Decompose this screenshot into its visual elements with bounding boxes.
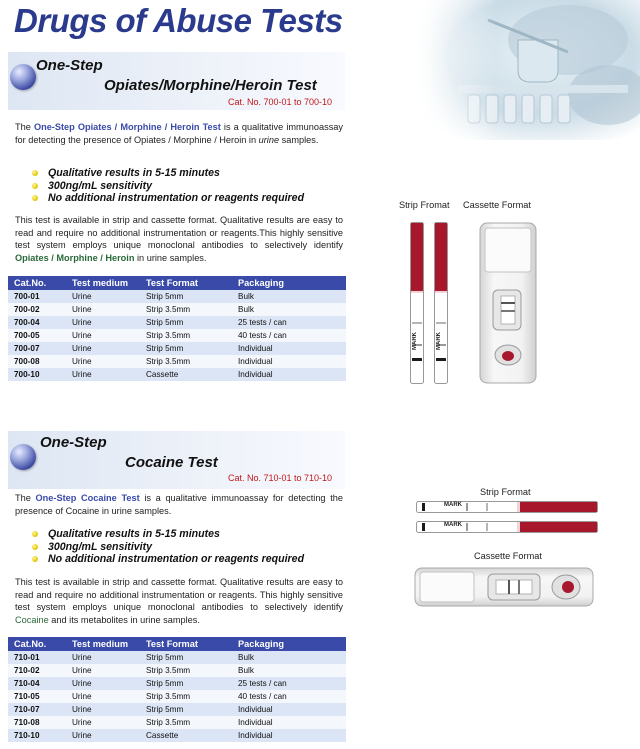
bullet-dot-icon — [32, 170, 38, 176]
opiates-strip-format-label: Strip Fromat — [399, 200, 450, 210]
table-header-row — [8, 637, 346, 651]
table-row: 710-05 Urine Strip 3.5mm 40 tests / can — [8, 690, 346, 703]
bullet-dot-icon — [32, 183, 38, 189]
section-bullet-icon — [10, 444, 36, 470]
cocaine-subtitle: One-Step — [40, 434, 107, 451]
vertical-test-strip-5mm — [410, 222, 424, 389]
table-row: 700-07 Urine Strip 5mm Individual — [8, 342, 346, 355]
table-header-row — [8, 276, 346, 290]
feature-item: No additional instrumentation or reagents required — [30, 192, 304, 205]
table-row: 700-02 Urine Strip 3.5mm Bulk — [8, 303, 346, 316]
col-cat-no: Cat.No. — [8, 276, 66, 290]
col-test-medium: Test medium — [66, 276, 140, 290]
bullet-dot-icon — [32, 556, 38, 562]
col-packaging: Packaging — [232, 276, 346, 290]
table-row: 710-08 Urine Strip 3.5mm Individual — [8, 716, 346, 729]
cocaine-cat-range: Cat. No. 710-01 to 710-10 — [228, 473, 333, 483]
opiates-info: This test is available in strip and cassette format. Qualitative results are easy to read and require no additional instrumentation or reagents.This highly sensitive test system employs unique monoclonal antibodies to selectively identify Opiates / Morphine / Heroin in urine samples. — [15, 215, 343, 263]
horizontal-test-strip-5mm — [416, 500, 598, 518]
cocaine-product-table — [8, 637, 346, 742]
cocaine-title: Cocaine Test — [125, 454, 218, 471]
feature-item: 300ng/mL sensitivity — [30, 180, 304, 193]
col-packaging: Packaging — [232, 637, 346, 651]
strip-mark-label: MARK — [444, 502, 462, 508]
table-row: 710-02 Urine Strip 3.5mm Bulk — [8, 664, 346, 677]
col-test-format: Test Format — [140, 637, 232, 651]
opiates-cat-range: Cat. No. 700-01 to 700-10 — [228, 97, 333, 107]
cocaine-info: This test is available in strip and cassette format. Qualitative results are easy to read and require no additional instrumentation or reagents. This highly sensitive test system employs unique monoclonal antibodies to selectively identify Cocaine and its metabolites in urine samples. — [15, 577, 343, 625]
opiates-description: The One-Step Opiates / Morphine / Heroin Test is a qualitative immunoassay for detecting the presence of Opiates / Morphine / Heroin in urine samples. — [15, 122, 343, 145]
vertical-test-strip-3.5mm — [434, 222, 448, 389]
table-row: 700-08 Urine Strip 3.5mm Individual — [8, 355, 346, 368]
bullet-dot-icon — [32, 531, 38, 537]
opiates-section-header — [8, 52, 345, 110]
col-test-format: Test Format — [140, 276, 232, 290]
table-row: 700-04 Urine Strip 5mm 25 tests / can — [8, 316, 346, 329]
feature-item: 300ng/mL sensitivity — [30, 541, 304, 554]
cocaine-features — [30, 528, 304, 566]
table-row: 700-10 Urine Cassette Individual — [8, 368, 346, 381]
section-bullet-icon — [10, 64, 36, 90]
table-row: 700-01 Urine Strip 5mm Bulk — [8, 290, 346, 303]
table-row: 710-04 Urine Strip 5mm 25 tests / can — [8, 677, 346, 690]
col-test-medium: Test medium — [66, 637, 140, 651]
opiates-title: Opiates/Morphine/Heroin Test — [104, 77, 317, 94]
table-row: 710-10 Urine Cassette Individual — [8, 729, 346, 742]
horizontal-test-strip-3.5mm — [416, 520, 598, 538]
bullet-dot-icon — [32, 195, 38, 201]
strip-mark-label: MARK — [436, 332, 442, 350]
table-row: 710-07 Urine Strip 5mm Individual — [8, 703, 346, 716]
cocaine-description: The One-Step Cocaine Test is a qualitative immunoassay for detecting the presence of Cocaine in urine samples. — [15, 493, 343, 516]
cocaine-section-header — [8, 431, 345, 489]
opiates-subtitle: One-Step — [36, 57, 103, 74]
cocaine-strip-format-label: Strip Format — [480, 487, 531, 497]
feature-item: No additional instrumentation or reagents required — [30, 553, 304, 566]
table-row: 700-05 Urine Strip 3.5mm 40 tests / can — [8, 329, 346, 342]
strip-mark-label: MARK — [444, 522, 462, 528]
cocaine-cassette-format-label: Cassette Format — [474, 551, 542, 561]
col-cat-no: Cat.No. — [8, 637, 66, 651]
opiates-cassette-format-label: Cassette Format — [463, 200, 531, 210]
page-title: Drugs of Abuse Tests — [14, 2, 343, 39]
strip-mark-label: MARK — [412, 332, 418, 350]
vertical-cassette — [479, 222, 537, 389]
table-row: 710-01 Urine Strip 5mm Bulk — [8, 651, 346, 664]
feature-item: Qualitative results in 5-15 minutes — [30, 528, 304, 541]
horizontal-cassette — [414, 567, 594, 612]
feature-item: Qualitative results in 5-15 minutes — [30, 167, 304, 180]
bullet-dot-icon — [32, 544, 38, 550]
opiates-product-table — [8, 276, 346, 381]
lab-photo — [418, 0, 640, 140]
opiates-features — [30, 167, 304, 205]
